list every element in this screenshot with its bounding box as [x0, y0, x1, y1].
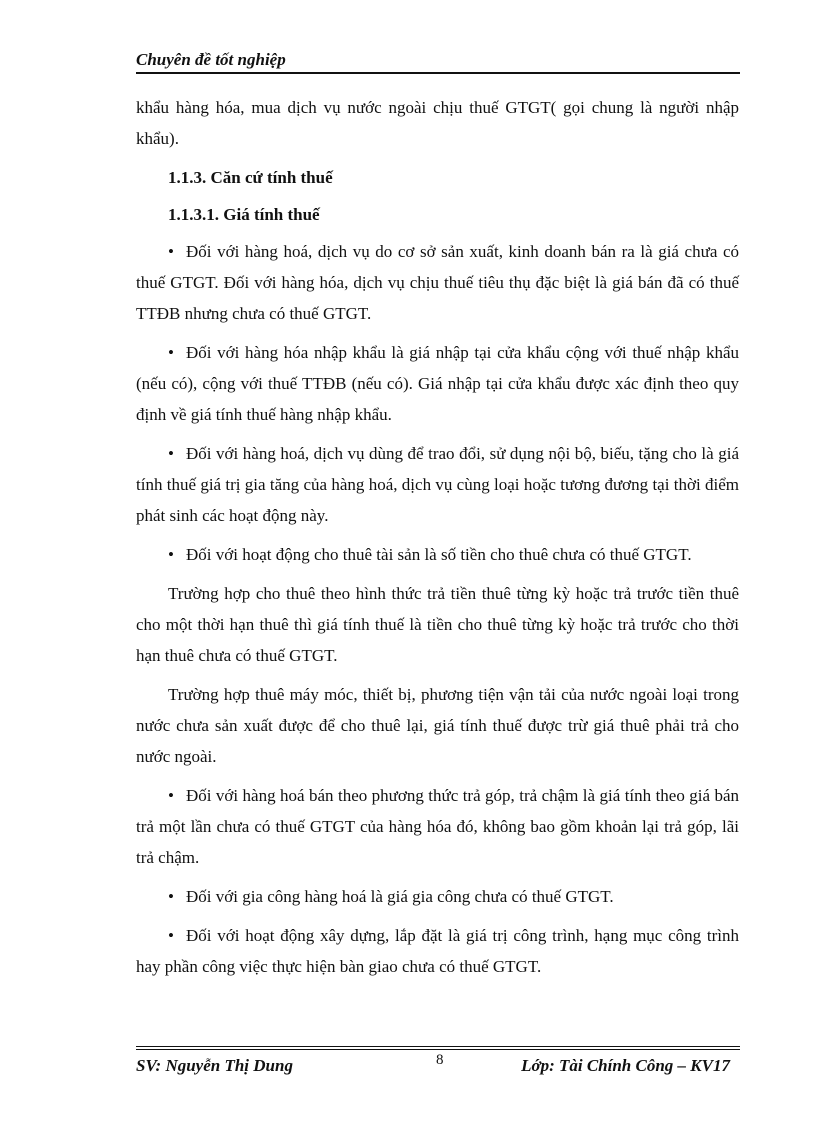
- bullet-item: [136, 539, 739, 570]
- bullet-text: Đối với hoạt động cho thuê tài sản là số tiền cho thuê chưa có thuế GTGT.: [186, 545, 692, 564]
- bullet-icon: •: [168, 786, 174, 805]
- paragraph: Trường hợp thuê máy móc, thiết bị, phương tiện vận tải của nước ngoài loại trong nước chưa sản xuất được để cho thuê lại, giá tính thuế được trừ giá thuê phải trả cho nước ngoài.: [136, 685, 739, 766]
- bullet-item: [136, 438, 739, 531]
- bullet-text: Đối với hàng hoá, dịch vụ dùng để trao đổi, sử dụng nội bộ, biếu, tặng cho là giá tính thuế giá trị gia tăng của hàng hoá, dịch vụ cùng loại hoặc tương đương tại thời điểm phát sinh các hoạt động này.: [136, 444, 739, 525]
- footer-divider: [136, 1049, 740, 1050]
- bullet-item: [136, 337, 739, 430]
- header-title: Chuyên đề tốt nghiệp: [136, 50, 286, 69]
- bullet-icon: •: [168, 343, 174, 362]
- bullet-icon: •: [168, 545, 174, 564]
- bullet-item: [136, 920, 739, 982]
- footer-class: Lớp: Tài Chính Công – KV17: [521, 1056, 730, 1075]
- document-body: [136, 92, 739, 990]
- subsection-heading: 1.1.3.1. Giá tính thuế: [168, 205, 320, 224]
- bullet-icon: •: [168, 887, 174, 906]
- page-footer: [136, 1046, 740, 1083]
- bullet-icon: •: [168, 242, 174, 261]
- section-heading: 1.1.3. Căn cứ tính thuế: [168, 168, 333, 187]
- bullet-text: Đối với gia công hàng hoá là giá gia công chưa có thuế GTGT.: [186, 887, 614, 906]
- bullet-text: Đối với hàng hoá bán theo phương thức trả góp, trả chậm là giá tính theo giá bán trả một lần chưa có thuế GTGT của hàng hóa đó, không bao gồm khoản lại trả góp, lãi trả chậm.: [136, 786, 739, 867]
- bullet-item: [136, 881, 739, 912]
- bullet-text: Đối với hàng hóa nhập khẩu là giá nhập tại cửa khẩu cộng với thuế nhập khẩu (nếu có), cộng với thuế TTĐB (nếu có). Giá nhập tại cửa khẩu được xác định theo quy định về giá tính thuế hàng nhập khẩu.: [136, 343, 739, 424]
- bullet-text: Đối với hàng hoá, dịch vụ do cơ sở sản xuất, kinh doanh bán ra là giá chưa có thuế GTGT. Đối với hàng hóa, dịch vụ chịu thuế tiêu thụ đặc biệt là giá bán đã có thuế TTĐB nhưng chưa có thuế GTGT.: [136, 242, 739, 323]
- bullet-item: [136, 236, 739, 329]
- paragraph: Trường hợp cho thuê theo hình thức trả tiền thuê từng kỳ hoặc trả trước tiền thuê cho một thời hạn thuê thì giá tính thuế là tiền cho thuê từng kỳ hoặc trả trước cho thời hạn thuê chưa có thuế GTGT.: [136, 584, 739, 665]
- bullet-icon: •: [168, 926, 174, 945]
- footer-student-name: SV: Nguyễn Thị Dung: [136, 1056, 293, 1075]
- bullet-icon: •: [168, 444, 174, 463]
- bullet-text: Đối với hoạt động xây dựng, lắp đặt là giá trị công trình, hạng mục công trình hay phần công việc thực hiện bàn giao chưa có thuế GTGT.: [136, 926, 739, 976]
- bullet-item: [136, 780, 739, 873]
- page-number: 8: [436, 1052, 444, 1068]
- page-header: [136, 48, 740, 74]
- paragraph-continuation: khẩu hàng hóa, mua dịch vụ nước ngoài chịu thuế GTGT( gọi chung là người nhập khẩu).: [136, 98, 739, 148]
